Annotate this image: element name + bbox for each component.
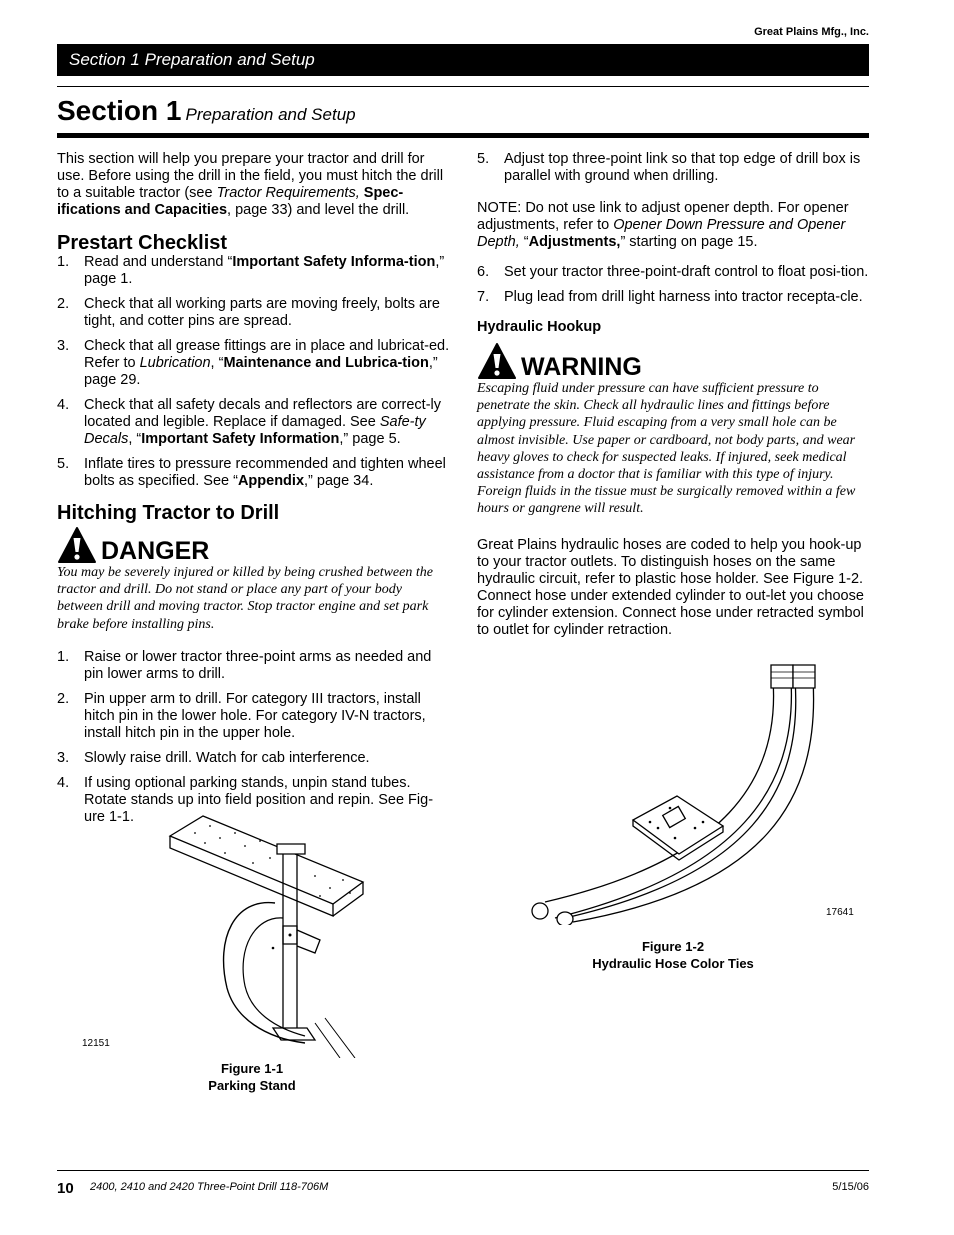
footer-date: 5/15/06 — [832, 1181, 869, 1193]
title-rule-top — [57, 86, 869, 87]
hitching-heading: Hitching Tractor to Drill — [57, 502, 280, 524]
title-rule-bottom — [57, 133, 869, 138]
list-item: 4. If using optional parking stands, unpin stand tubes. Rotate stands up into field position and repin. See Fig-ure 1-1. — [57, 774, 434, 825]
list-item: 7. Plug lead from drill light harness into tractor recepta-cle. — [477, 289, 863, 305]
page-title — [57, 95, 356, 127]
list-item: 2. Pin upper arm to drill. For category III tractors, install hitch pin in the lower hole. For category IV-N tractors, install hitch pin in the upper hole. — [57, 690, 426, 741]
list-item: 1. Raise or lower tractor three-point arms as needed and pin lower arms to drill. — [57, 648, 432, 682]
list-item: 3. Slowly raise drill. Watch for cab interference. — [57, 749, 370, 766]
list-item: 2. Check that all working parts are moving freely, bolts are tight, and cotter pins are spread. — [57, 296, 440, 329]
list-item: 4. Check that all safety decals and reflectors are correct-ly located and legible. Replace if damaged. See Safe-ty Decals, “Important Safety Information,” page 5. — [57, 397, 442, 447]
left-column — [57, 151, 450, 834]
right-column — [477, 151, 870, 652]
warning-triangle-icon — [477, 342, 517, 380]
list-item: 5. Inflate tires to pressure recommended and tighten wheel bolts as specified. See “Appendix,” page 34. — [57, 456, 446, 489]
figure-2-number: 17641 — [826, 907, 854, 918]
parking-stand-illustration — [165, 808, 365, 1058]
warning-word: WARNING — [521, 353, 642, 381]
figure-2-caption: Figure 1-2 Hydraulic Hose Color Ties — [592, 939, 754, 971]
intro-paragraph: This section will help you prepare your tractor and drill for use. Before using the drill in the field, you must hitch the drill to a suitable tractor (see Tractor Requirements, Spec-ifications and Capacities, page 33) and level the drill. — [57, 151, 444, 218]
warning-text: Escaping fluid under pressure can have sufficient pressure to penetrate the skin. Check all hydraulic lines and fittings before applying pressure. Fluid escaping from a very small hole can be almost invisible. Use paper or cardboard, not body parts, and wear heavy gloves to check for suspected leaks. If injured, seek medical assistance from a doctor that is familiar with this type of injury. Foreign fluids in the tissue must be surgically removed within a few hours or gangrene will result. — [477, 381, 856, 517]
list-item: 5. Adjust top three-point link so that top edge of drill box is parallel with ground when drilling. — [477, 151, 861, 184]
section-subtitle: Preparation and Setup — [185, 105, 356, 124]
prestart-heading: Prestart Checklist — [57, 232, 228, 254]
figure-1-caption: Figure 1-1 Parking Stand — [208, 1061, 296, 1093]
warning-alert — [477, 340, 870, 380]
footer-rule — [57, 1170, 869, 1171]
list-item: 1. Read and understand “Important Safety Informa-tion,” page 1. — [57, 254, 445, 287]
danger-text: You may be severely injured or killed by being crushed between the tractor and drill. Do not stand or place any part of your body between drill and moving tractor. Stop tractor engine and set park brake before installing pins. — [57, 565, 433, 632]
warning-triangle-icon — [57, 526, 97, 564]
figure-1-number: 12151 — [82, 1038, 110, 1049]
section-number: Section 1 — [57, 95, 182, 126]
company-name: Great Plains Mfg., Inc. — [754, 26, 869, 38]
danger-word: DANGER — [101, 537, 210, 565]
hydraulic-hose-illustration — [525, 660, 825, 925]
footer-model: 2400, 2410 and 2420 Three-Point Drill 118-706M — [90, 1181, 329, 1193]
section-banner: Section 1 Preparation and Setup — [57, 44, 869, 76]
hydraulic-hookup-heading: Hydraulic Hookup — [477, 319, 602, 335]
hose-paragraph: Great Plains hydraulic hoses are coded to help you hook-up to your tractor outlets. To distinguish hoses on the same hydraulic circuit, refer to plastic hose holder. See Figure 1-2. Connect hose under extended cylinder to out-let you choose for cylinder extension. Connect hose under retracted symbol to outlet for cylinder retraction. — [477, 536, 864, 638]
danger-alert — [57, 524, 450, 564]
list-item: 3. Check that all grease fittings are in place and lubricat-ed. Refer to Lubrication, “Maintenance and Lubrica-tion,” page 29. — [57, 338, 450, 388]
list-item: 6. Set your tractor three-point-draft control to float posi-tion. — [477, 264, 869, 280]
note-paragraph: NOTE: Do not use link to adjust opener depth. For opener adjustments, refer to Opener Down Pressure and Opener Depth, “Adjustments,” starting on page 15. — [477, 200, 849, 250]
page-number: 10 — [57, 1180, 74, 1197]
